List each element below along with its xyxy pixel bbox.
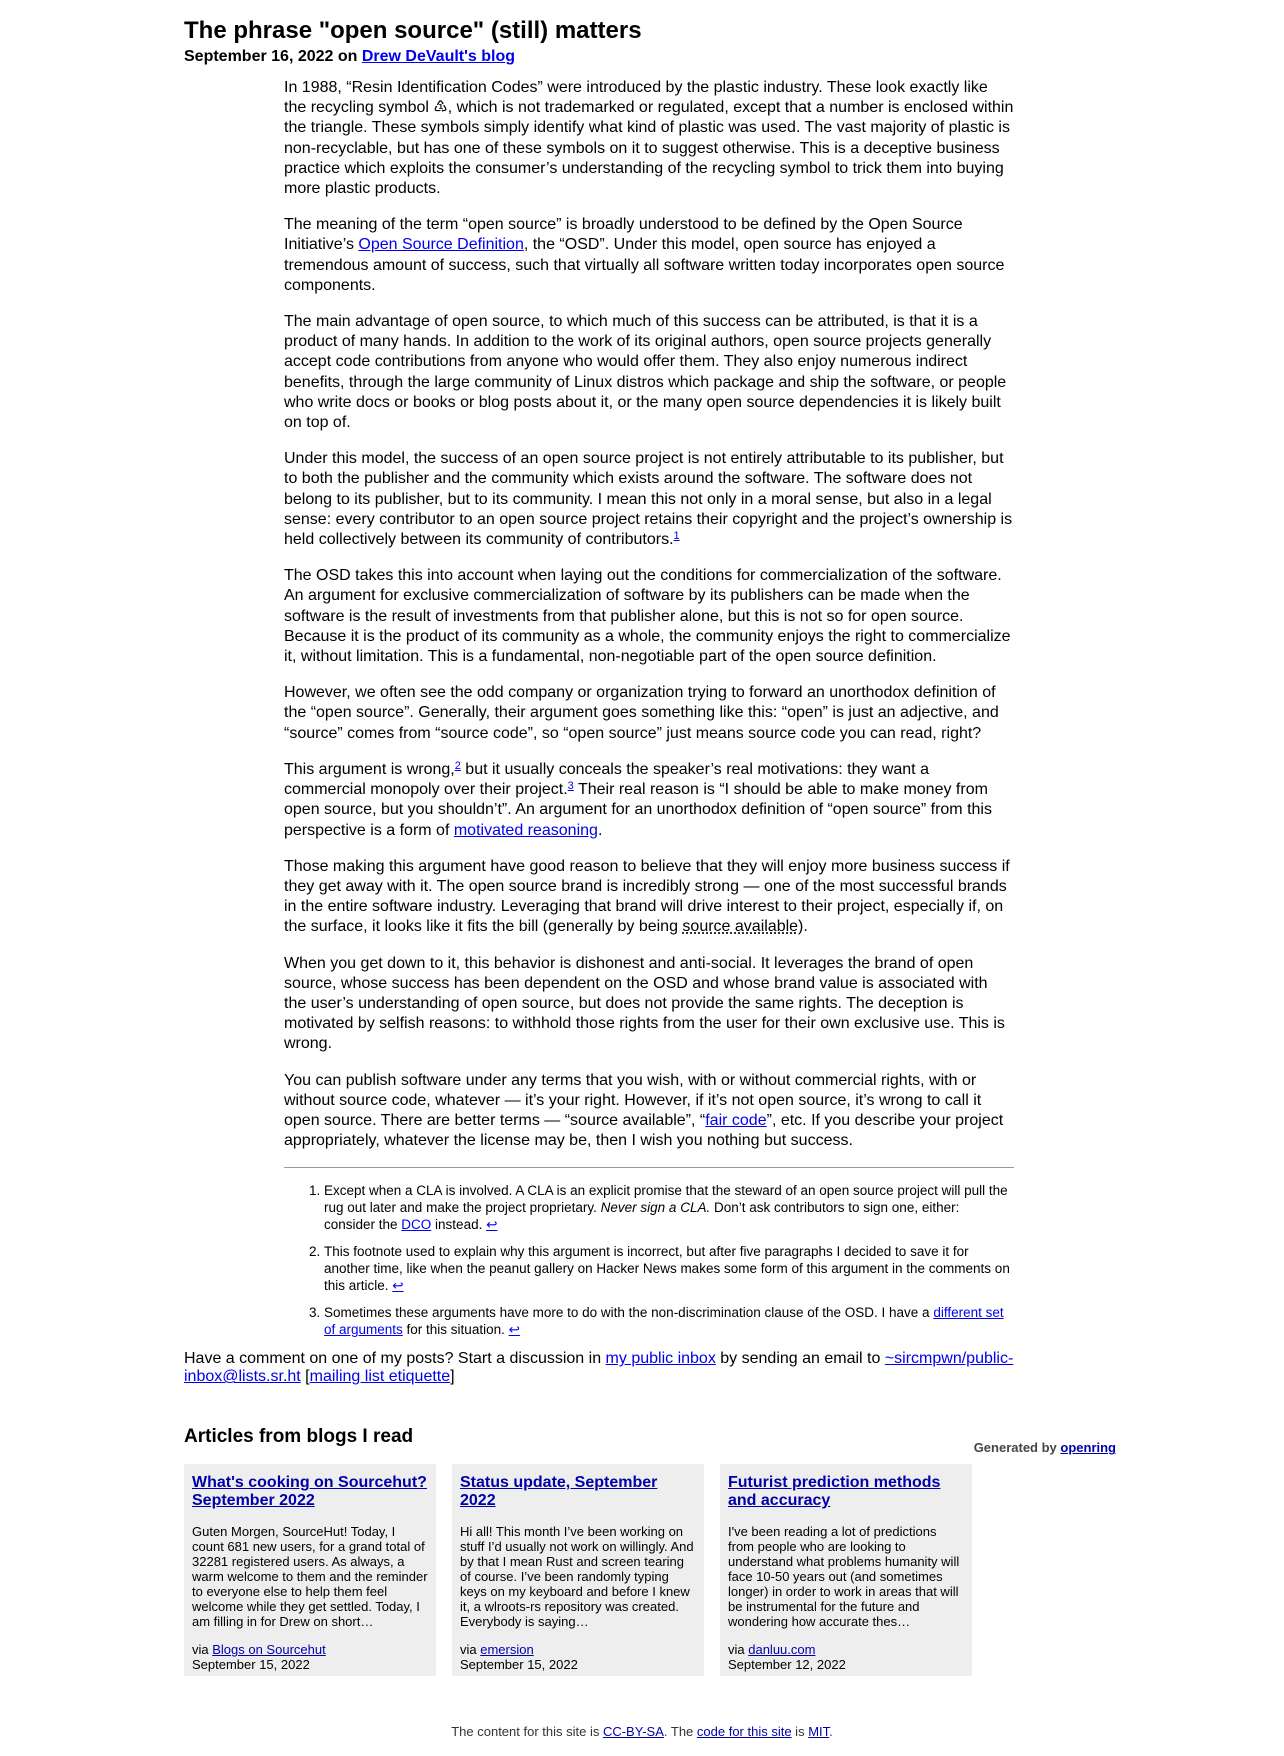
footnote-3 xyxy=(324,1304,1014,1338)
text: Generated by xyxy=(973,1440,1061,1456)
text: . xyxy=(829,1724,833,1739)
paragraph-2 xyxy=(284,215,1014,296)
card-summary: I've been reading a lot of predictions from people who are looking to understand what problems humanity will face 10-50 years out (and sometimes longer) in order to work in areas that will be instrumental for the future and wondering how accurate thes… xyxy=(728,1524,960,1630)
paragraph-3: The main advantage of open source, to which much of this success can be attributed, is that it is a product of many hands. In addition to the work of its original authors, open source projects generally accept code contributions from anyone who would offer them. They also enjoy numerous indirect benefits, through the large community of Linux distros which package and ship the software, or people who write docs or books or blog posts about it, or the many open source dependencies it is likely built on top of. xyxy=(284,313,1007,432)
text: Except when a CLA is involved. A CLA is an explicit promise that the steward of an open source project will pull the rug out later and make the project proprietary. xyxy=(324,1183,1008,1216)
text: via xyxy=(728,1642,749,1658)
footnotes-divider xyxy=(284,1167,1014,1168)
footnote-2 xyxy=(324,1243,1014,1294)
text: You can publish software under any terms that you wish, with or without commercial rights, with or without source code, whatever — it’s your right. However, if it’s not open source, it’s wrong to call it open source. There are better terms — “source available”, “ xyxy=(284,1071,982,1129)
paragraph-5: The OSD takes this into account when laying out the conditions for commercialization of the software. An argument for exclusive commercialization of software by its publishers can be made when the software is the result of investments from that publisher alone, but this is not so for open source. Because it is the product of its community as a whole, the community enjoys the right to commercialize it, without limitation. This is a fundamental, non-negotiable part of the open source definition. xyxy=(284,567,1011,666)
text: This footnote used to explain why this argument is incorrect, but after five paragraphs I decided to save it for another time, like when the peanut gallery on Hacker News makes some form of this argument in the comments on this article. xyxy=(324,1244,1010,1294)
article-card xyxy=(452,1464,704,1676)
etiquette-link[interactable]: mailing list etiquette xyxy=(309,1368,451,1386)
card-source xyxy=(192,1642,428,1672)
paragraph-9: When you get down to it, this behavior is dishonest and anti-social. It leverages the brand of open source, whose success has been dependent on the OSD and whose brand value is associated with the user’s understanding of open source, but does not provide the same rights. The deception is motivated by selfish reasons: to withhold those rights from the user for their own exclusive use. This is wrong. xyxy=(284,954,1005,1053)
footnote-backref-2[interactable]: ↩ xyxy=(392,1278,404,1294)
blog-home-link[interactable]: Drew DeVault's blog xyxy=(361,48,516,65)
text: is xyxy=(791,1724,809,1739)
card-title xyxy=(192,1474,428,1510)
text: via xyxy=(460,1642,481,1658)
post-date: September 16, 2022 on xyxy=(184,48,362,65)
paragraph-8 xyxy=(284,857,1014,938)
site-footer xyxy=(0,1724,1284,1739)
card-date: September 15, 2022 xyxy=(192,1657,310,1673)
openring-link[interactable]: openring xyxy=(1060,1440,1116,1456)
text: , the “OSD”. Under this model, open source has enjoyed a tremendous amount of success, such that virtually all software written today incorporates open source components. xyxy=(284,236,1005,294)
card-title xyxy=(728,1474,964,1510)
public-inbox-link[interactable]: my public inbox xyxy=(605,1350,716,1368)
article-card xyxy=(720,1464,972,1676)
text: ). xyxy=(798,918,808,936)
license-link[interactable]: CC-BY-SA xyxy=(602,1724,664,1739)
paragraph-7 xyxy=(284,760,1014,841)
card-source xyxy=(460,1642,696,1672)
footnote-ref-2[interactable]: 2 xyxy=(454,759,461,772)
paragraph-1: In 1988, “Resin Identification Codes” were introduced by the plastic industry. These look exactly like the recycling symbol ♳, which is not trademarked or regulated, except that a number is enclosed within the triangle. These symbols simply identify what kind of plastic was used. The vast majority of plastic is non-recyclable, but has one of these symbols on it to suggest otherwise. This is a deceptive business practice which exploits the consumer’s understanding of the recycling symbol to trick them into buying more plastic products. xyxy=(284,79,1014,198)
paragraph-4 xyxy=(284,449,1014,550)
text: . xyxy=(597,821,603,839)
page xyxy=(184,16,1114,1676)
paragraph-10 xyxy=(284,1071,1014,1152)
text: Sometimes these arguments have more to do with the non-discrimination clause of the OSD. I have a xyxy=(324,1305,934,1321)
footnote-1 xyxy=(324,1182,1014,1233)
emphasis: Never sign a CLA. xyxy=(600,1200,711,1216)
openring-section xyxy=(184,1426,1114,1676)
different-arguments-link[interactable]: different set of arguments xyxy=(324,1305,1004,1338)
text: but it usually conceals the speaker’s real motivations: they want a commercial monopoly over their project. xyxy=(284,760,929,799)
email-link[interactable]: ~sircmpwn/public-inbox@lists.sr.ht xyxy=(184,1350,1014,1386)
fair-code-link[interactable]: fair code xyxy=(705,1111,767,1129)
text: via xyxy=(192,1642,213,1658)
card-title xyxy=(460,1474,696,1510)
motivated-reasoning-link[interactable]: motivated reasoning xyxy=(453,821,598,839)
openring-cards xyxy=(184,1464,1114,1676)
post-meta xyxy=(184,47,1114,66)
text: Their real reason is “I should be able to make money from open source, but you shouldn’t”. An argument for an unorthodox definition of “open source” from this perspective is a form of xyxy=(284,781,992,839)
footnote-backref-3[interactable]: ↩ xyxy=(508,1322,520,1338)
card-summary: Hi all! This month I’ve been working on stuff I’d usually not work on willingly. And by that I mean Rust and screen tearing of course. I’ve been randomly typing keys on my keyboard and before I knew it, a wlroots-rs repository was created. Everybody is saying… xyxy=(460,1524,694,1630)
text: Have a comment on one of my posts? Start a discussion in xyxy=(184,1350,606,1368)
source-available-abbr: source available xyxy=(682,918,799,936)
card-source xyxy=(728,1642,964,1672)
card-source-link[interactable]: danluu.com xyxy=(748,1642,816,1658)
text: for this situation. xyxy=(402,1322,509,1338)
mit-license-link[interactable]: MIT xyxy=(808,1724,830,1739)
text: [ xyxy=(300,1368,310,1386)
footnote-backref-1[interactable]: ↩ xyxy=(486,1217,498,1233)
text: ”, etc. If you describe your project appropriately, whatever the license may be, then I wish you nothing but success. xyxy=(284,1111,1004,1150)
card-source-link[interactable]: Blogs on Sourcehut xyxy=(212,1642,326,1658)
footnote-ref-3[interactable]: 3 xyxy=(567,780,574,793)
card-title-link[interactable]: Status update, September 2022 xyxy=(460,1474,658,1510)
paragraph-6: However, we often see the odd company or organization trying to forward an unorthodox definition of the “open source”. Generally, their argument goes something like this: “open” is just an adjective, and “source” comes from “source code”, so “open source” just means source code you can read, right? xyxy=(284,684,999,742)
card-summary: Guten Morgen, SourceHut! Today, I count 681 new users, for a grand total of 32281 registered users. As always, a warm welcome to them and the reminder to everyone else to help them feel welcome while they get settled. Today, I am filling in for Drew on short… xyxy=(192,1524,428,1630)
footnotes-list xyxy=(284,1182,1014,1338)
text: by sending an email to xyxy=(715,1350,885,1368)
text: Under this model, the success of an open source project is not entirely attributable to its publisher, but to both the publisher and the community which exists around the software. The software does not belong to its publisher, but to its community. I mean this not only in a moral sense, but also in a legal sense: every contributor to an open source project retains their copyright and the project’s ownership is held collectively between its community of contributors. xyxy=(284,450,1013,549)
card-date: September 15, 2022 xyxy=(460,1657,578,1673)
card-title-link[interactable]: What's cooking on Sourcehut? September 2022 xyxy=(192,1474,427,1510)
card-source-link[interactable]: emersion xyxy=(480,1642,534,1658)
text: instead. xyxy=(431,1217,487,1233)
text: Don’t ask contributors to sign one, either: consider the xyxy=(324,1200,960,1233)
article-body xyxy=(284,78,1014,1338)
comment-invite xyxy=(184,1350,1044,1386)
text: The meaning of the term “open source” is broadly understood to be defined by the Open Source Initiative’s xyxy=(284,216,963,254)
dco-link[interactable]: DCO xyxy=(401,1217,432,1233)
text: . The xyxy=(663,1724,697,1739)
text: ] xyxy=(450,1368,455,1386)
source-code-link[interactable]: code for this site xyxy=(696,1724,792,1739)
text: This argument is wrong, xyxy=(284,760,455,778)
openring-heading: Articles from blogs I read xyxy=(184,1426,414,1448)
card-date: September 12, 2022 xyxy=(728,1657,846,1673)
text: The content for this site is xyxy=(451,1724,603,1739)
footnote-ref-1[interactable]: 1 xyxy=(673,530,680,543)
page-title: The phrase "open source" (still) matters xyxy=(184,17,642,44)
article-card xyxy=(184,1464,436,1676)
card-title-link[interactable]: Futurist prediction methods and accuracy xyxy=(728,1474,941,1510)
openring-credit xyxy=(974,1440,1116,1455)
text: Those making this argument have good reason to believe that they will enjoy more business success if they get away with it. The open source brand is incredibly strong — one of the most successful brands in the entire software industry. Leveraging that brand will drive interest to their project, especially if, on the surface, it looks like it fits the bill (generally by being xyxy=(284,857,1010,936)
osd-link[interactable]: Open Source Definition xyxy=(358,236,524,254)
